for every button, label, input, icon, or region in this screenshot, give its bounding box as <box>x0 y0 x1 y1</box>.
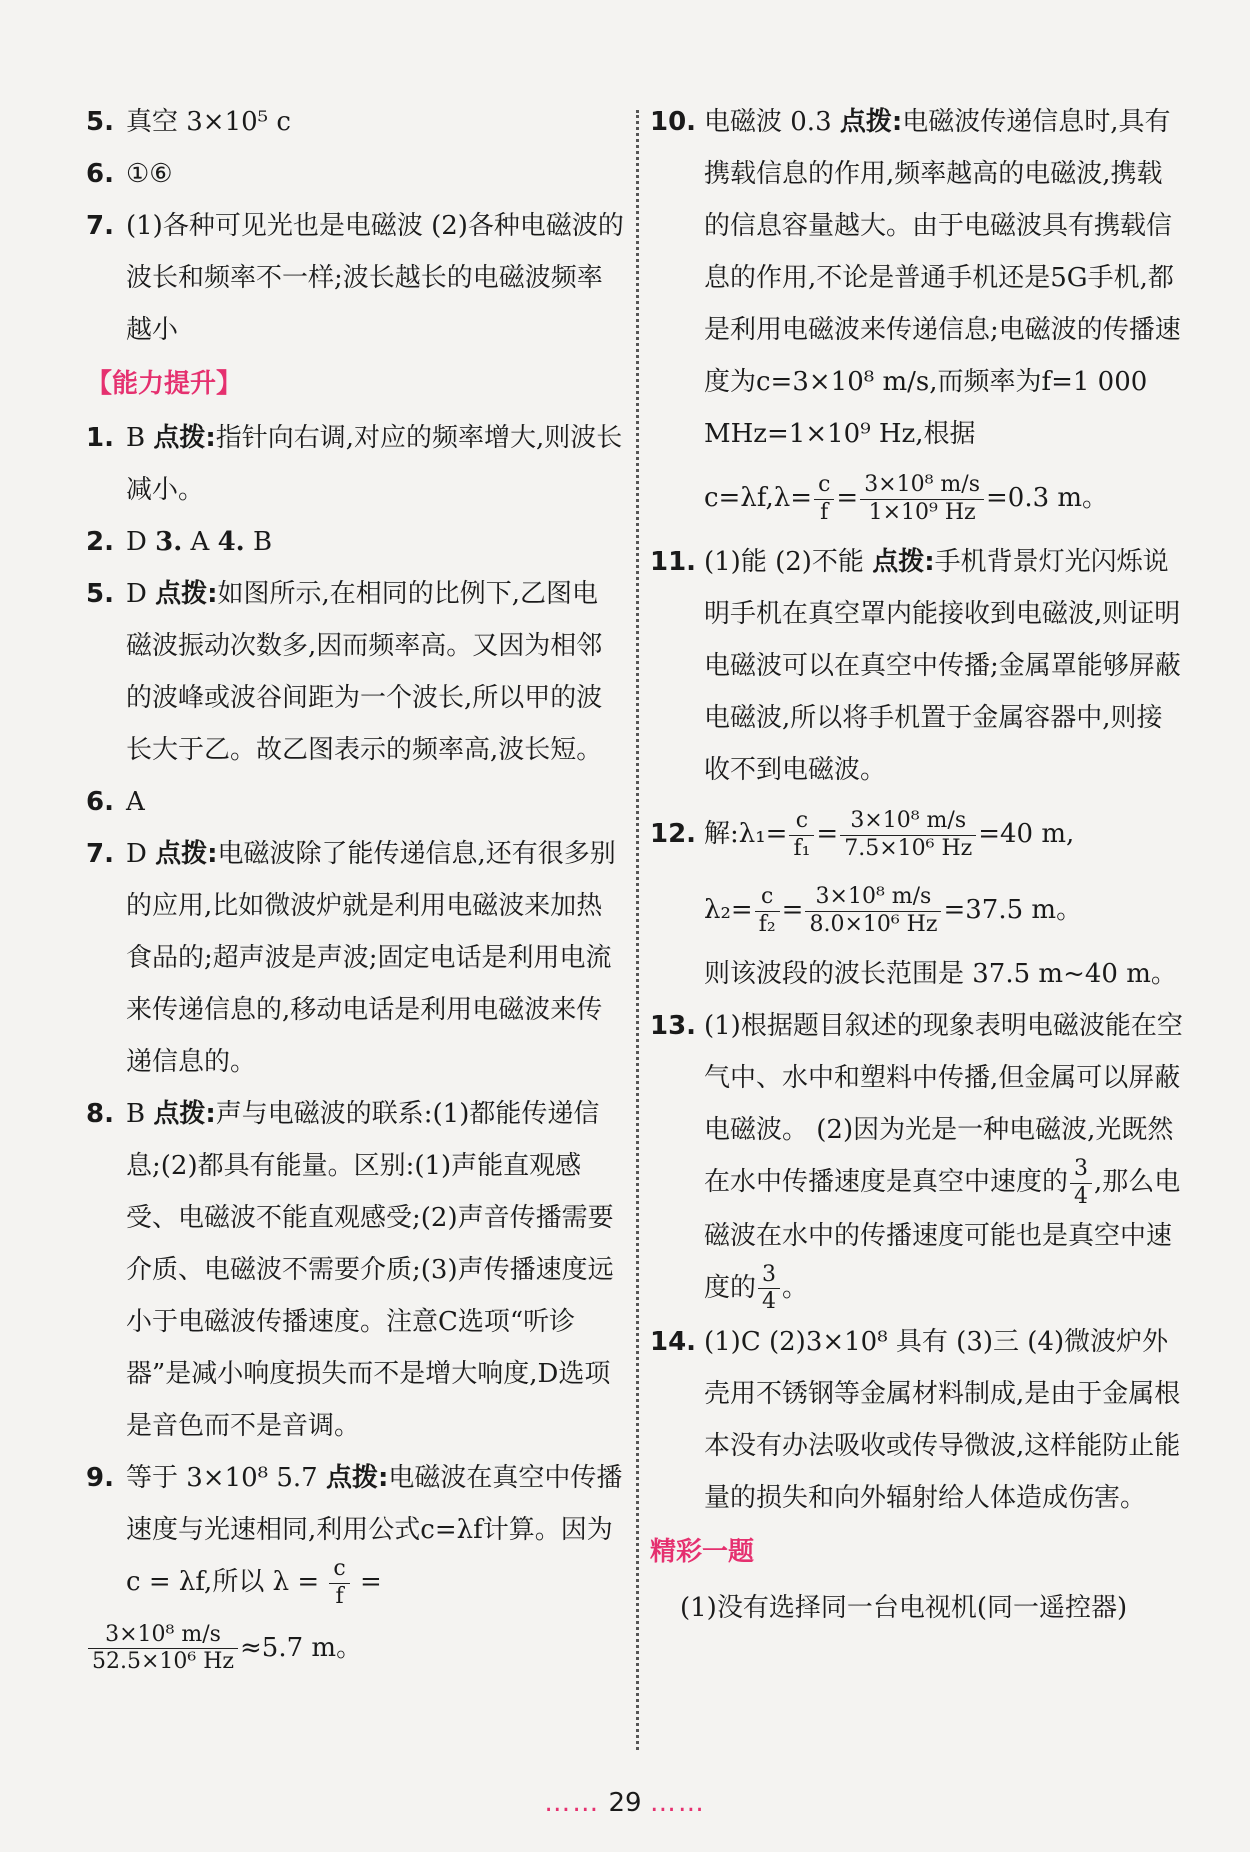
left-column <box>86 96 624 1686</box>
section-heading-highlight: 精彩一题 <box>650 1536 755 1567</box>
ability-answer-1: 1. B 点拨:指针向右调,对应的频率增大,则波长减小。 <box>86 423 623 505</box>
fraction-c-over-f1: $\frac{c}{\text{f₁}}$ <box>789 808 814 862</box>
answer-6: 6. ①⑥ <box>86 159 173 189</box>
highlight-answer: (1)没有选择同一台电视机(同一遥控器) <box>680 1592 1128 1623</box>
fraction-lambda1-value: $\frac{\text{3×10⁸ m/s}}{\text{7.5×10⁶ Hz}}$ <box>840 808 976 862</box>
page-footer <box>0 1788 1250 1818</box>
answer-11: 11. (1)能 (2)不能 点拨:手机背景灯光闪烁说明手机在真空罩内能接收到电磁波,则证明电磁波可以在真空中传播;金属罩能够屏蔽电磁波,所以将手机置于金属容器中,则接收不到电磁波。 <box>650 547 1181 785</box>
page-number: 29 <box>608 1788 642 1818</box>
answer-12-range: 则该波段的波长范围是 37.5 m~40 m。 <box>704 959 1177 989</box>
answer-12-lambda2: λ₂= $\frac{c}{\text{f₂}}$ = $\frac{\text{3×10⁸ m/s}}{\text{8.0×10⁶ Hz}}$ =37.5 m。 <box>704 884 1083 937</box>
column-divider <box>636 110 639 1750</box>
answer-10: 10. 电磁波 0.3 点拨:电磁波传递信息时,具有携载信息的作用,频率越高的电磁波,携载的信息容量越大。由于电磁波具有携载信息的作用,不论是普通手机还是5G手机,都是利用电磁波来传递信息;电磁波的传播速度为c=3×10⁸ m/s,而频率为f=1 000 MHz=1×10⁹ Hz,根据 <box>650 107 1181 449</box>
answer-5: 5. 真空 3×10⁵ c <box>86 107 291 137</box>
right-column <box>650 96 1188 1636</box>
answer-7: 7. (1)各种可见光也是电磁波 (2)各种电磁波的波长和频率不一样;波长越长的电磁波频率越小 <box>86 211 624 345</box>
ability-answer-6: 6. A <box>86 787 145 817</box>
answer-10-equation: c=λf,λ= $\frac{c}{f}$ = $\frac{\text{3×10⁸ m/s}}{\text{1×10⁹ Hz}}$ =0.3 m。 <box>704 472 1109 525</box>
answer-12-lambda1: 12. 解:λ₁= $\frac{c}{\text{f₁}}$ = $\frac{\text{3×10⁸ m/s}}{\text{7.5×10⁶ Hz}}$ =40 m, <box>650 808 1075 861</box>
ability-answer-9: 9. 等于 3×10⁸ 5.7 点拨:电磁波在真空中传播速度与光速相同,利用公式c=λf计算。因为 c = λf,所以 λ = $\frac{c}{f}$ = <box>86 1463 623 1609</box>
fraction-lambda2-value: $\frac{\text{3×10⁸ m/s}}{\text{8.0×10⁶ Hz}}$ <box>805 884 941 938</box>
fraction-c-over-f: $\frac{c}{f}$ <box>814 472 834 526</box>
ability-answer-5: 5. D 点拨:如图所示,在相同的比例下,乙图电磁波振动次数多,因而频率高。又因为相邻的波峰或波谷间距为一个波长,所以甲的波长大于乙。故乙图表示的频率高,波长短。 <box>86 579 603 765</box>
footer-dots-right: …… <box>649 1788 706 1818</box>
answer-9-equation: $\frac{\text{3×10⁸ m/s}}{\text{52.5×10⁶ Hz}}$ ≈5.7 m。 <box>86 1610 624 1686</box>
footer-dots-left: …… <box>544 1788 601 1818</box>
fraction-speed-over-frequency: $\frac{\text{3×10⁸ m/s}}{\text{1×10⁹ Hz}}$ <box>860 472 984 526</box>
fraction-c-over-f: $\frac{c}{f}$ <box>329 1556 349 1610</box>
fraction-c-over-f2: $\frac{c}{\text{f₂}}$ <box>755 884 780 938</box>
ability-answer-7: 7. D 点拨:电磁波除了能传递信息,还有很多别的应用,比如微波炉就是利用电磁波来加热食品的;超声波是声波;固定电话是利用电流来传递信息的,移动电话是利用电磁波来传递信息的。 <box>86 839 616 1077</box>
ability-answer-8: 8. B 点拨:声与电磁波的联系:(1)都能传递信息;(2)都具有能量。区别:(1)声能直观感受、电磁波不能直观感受;(2)声音传播需要介质、电磁波不需要介质;(3)声传播速度远小于电磁波传播速度。注意C选项“听诊器”是减小响度损失而不是增大响度,D选项是音色而不是音调。 <box>86 1099 614 1441</box>
fraction-three-quarters: $\frac{3}{4}$ <box>758 1262 780 1316</box>
ability-answer-2-4: 2. D 3. A 4. B <box>86 527 273 557</box>
fraction-speed-over-frequency: $\frac{\text{3×10⁸ m/s}}{\text{52.5×10⁶ Hz}}$ <box>88 1622 238 1676</box>
fraction-three-quarters: $\frac{3}{4}$ <box>1070 1156 1092 1210</box>
answer-14: 14. (1)C (2)3×10⁸ 具有 (3)三 (4)微波炉外壳用不锈钢等金属材料制成,是由于金属根本没有办法吸收或传导微波,这样能防止能量的损失和向外辐射给人体造成伤害。 <box>650 1326 1181 1513</box>
section-heading-ability: 【能力提升】 <box>86 369 243 399</box>
answer-13: 13. (1)根据题目叙述的现象表明电磁波能在空气中、水中和塑料中传播,但金属可以屏蔽电磁波。 (2)因为光是一种电磁波,光既然在水中传播速度是真空中速度的 $\frac{3}{4}$ ,那么电磁波在水中的传播速度可能也是真空中速度的 $\frac{3}{4}$ 。 <box>650 1011 1183 1315</box>
